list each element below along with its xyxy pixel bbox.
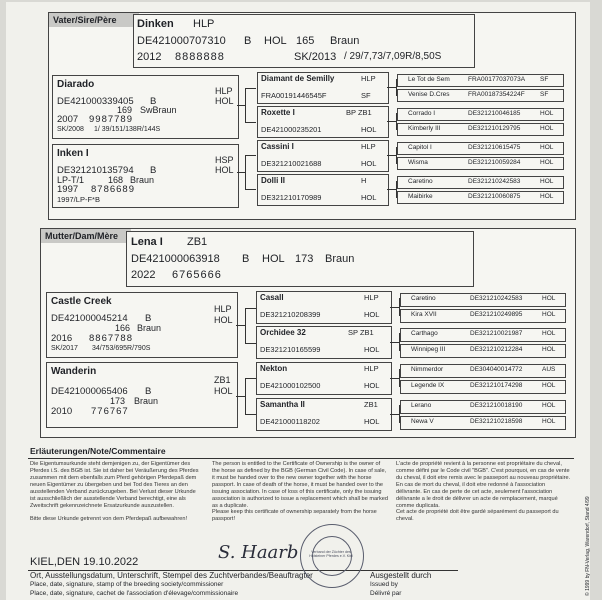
dam-fmm-sb: HOL	[542, 346, 556, 353]
dam-mother-id: 776767	[91, 406, 129, 417]
dam-ffm-sb: HOL	[542, 311, 556, 318]
dam-mmm-reg: DE321210218598	[470, 418, 523, 425]
dam-mf-sb: HOL	[364, 381, 380, 390]
dam-horse-reg: DE421000063918	[131, 253, 220, 265]
dam-fm-breed: SP ZB1	[348, 328, 374, 337]
sire-fmm-sb: HOL	[540, 125, 554, 132]
dam-father-sex: B	[145, 313, 152, 324]
issued-by-de: Ausgestellt durch	[370, 571, 432, 580]
sire-mfm-reg: DE321210059284	[468, 159, 521, 166]
sire-mother-id: 8786689	[91, 184, 135, 195]
notes-german-keep: Bitte diese Urkunde getrennt von dem Pferdepaß aufbewahren!	[30, 516, 188, 522]
connector	[245, 414, 256, 415]
sire-mff-sb: HOL	[540, 144, 554, 151]
dam-mmm-sb: HOL	[542, 418, 556, 425]
sire-mm-name: Dolli II	[261, 176, 285, 185]
connector	[245, 308, 246, 343]
dam-father-breed1: HLP	[214, 304, 232, 314]
sire-horse-perf: SK/2013	[294, 51, 337, 63]
connector	[390, 414, 399, 415]
sire-horse-height: 165	[296, 35, 315, 47]
dam-fff-reg: DE321210242583	[470, 295, 523, 302]
sire-ffm-sb: SF	[540, 91, 549, 98]
stamp-text: Verband der Züchter des Holsteiner Pferdes e.V. Kiel	[309, 550, 353, 558]
dam-mother-year: 2010	[51, 406, 73, 417]
sire-mm-breed: H	[361, 176, 367, 185]
sire-horse-perf2: / 29/7,73/7,09R/8,50S	[344, 51, 442, 62]
sire-section-title: Vater/Sire/Père	[49, 13, 139, 27]
sire-mmf-name: Caretino	[408, 178, 433, 185]
dam-father-perf: SK/2017	[51, 345, 78, 352]
dam-ffm-reg: DE321210249895	[470, 311, 523, 318]
sire-mother-year: 1997	[57, 184, 79, 195]
sire-mother-breed1: HSP	[215, 155, 234, 165]
sire-mmf-sb: HOL	[540, 178, 554, 185]
sire-fm-breed: BP ZB1	[346, 108, 372, 117]
sire-fm-sb: HOL	[361, 125, 377, 134]
sire-father-breed1: HLP	[215, 86, 233, 96]
sire-father-breed2: HOL	[215, 96, 234, 106]
sire-mf-reg: DE321210021688	[261, 159, 322, 168]
dam-fmf-sb: HOL	[542, 330, 556, 337]
dam-horse-year: 2022	[131, 269, 156, 281]
side-print: © 1999 by FN-Verlag, Warendorf, Stand 4/99	[585, 496, 591, 596]
sire-fmf-sb: HOL	[540, 110, 554, 117]
connector	[237, 172, 245, 173]
dam-fmf-reg: DE321210021987	[470, 330, 523, 337]
sire-father-height: 169	[117, 105, 133, 115]
notes-english: The person is entitled to the Certificate of Ownership is the owner of the horse as defined by the BGB (German Civil Code). In case of sale, it must be handed over to the new owner together with the horse passport. In case of death of the horse, it must be handed over to the issuing association. In case of loss of this certificate, only the issuing association is authorized to issue a replacement which shall be marked as a duplicate.	[212, 461, 388, 509]
sire-mother-height: 168	[108, 175, 124, 185]
sire-father-color: SwBraun	[140, 105, 177, 115]
connector	[245, 88, 256, 89]
sire-father-reg: DE421000339405	[57, 96, 134, 107]
dam-mfm-sb: HOL	[542, 382, 556, 389]
connector	[387, 121, 396, 122]
sire-father-perf: SK/2008	[57, 126, 84, 133]
connector	[245, 189, 256, 190]
sire-fmm-name: Kimberly III	[408, 125, 441, 132]
dam-ff-breed: HLP	[364, 293, 379, 302]
dam-father-id: 8867788	[89, 333, 133, 344]
sire-mother-color: Braun	[130, 175, 155, 185]
dam-father-reg: DE421000045214	[51, 313, 128, 324]
sire-horse-studbook: HOL	[264, 35, 287, 47]
connector	[236, 396, 245, 397]
dam-horse-sex: B	[242, 253, 250, 265]
connector	[390, 342, 399, 343]
issued-by-fr: Délivré par	[370, 590, 402, 597]
sire-ffm-name: Venise D.Cres	[408, 91, 450, 98]
dam-father-year: 2016	[51, 333, 73, 344]
dam-fm-reg: DE321210165599	[260, 345, 321, 354]
sire-mother-lp: LP-T/1	[57, 175, 85, 185]
sire-father-id: 9987789	[89, 114, 133, 125]
sire-horse-name: Dinken	[137, 18, 174, 30]
sire-fmf-name: Corrado I	[408, 110, 436, 117]
sire-horse-reg: DE421000707310	[137, 35, 226, 47]
dam-ffm-name: Kira XVII	[411, 311, 437, 318]
dam-mother-breed2: HOL	[214, 386, 233, 396]
connector	[245, 88, 246, 122]
dam-mfm-reg: DE321210174298	[470, 382, 523, 389]
dam-mother-name: Wanderin	[51, 366, 97, 377]
dam-horse-height: 173	[295, 253, 314, 265]
sire-father-name: Diarado	[57, 79, 95, 90]
notes-french: L'acte de propriété revient à la personne est propriétaire du cheval, comme défini par le Code civil "BGB". C'est pourquoi, en cas de vente du cheval, il doit etre remis avec le passeport au nouveau propriétaire. En cas de mort du cheval, il doit etre redonné à l'association délivrante. En cas de perte de cet acte, seulement l'association délivrante a le droit de délivrer un acte de remplacement, marqué comme duplicata.	[396, 461, 571, 509]
sire-fm-reg: DE421000235201	[261, 125, 322, 134]
dam-mother-color: Braun	[134, 396, 159, 406]
dam-horse-id: 6765666	[172, 269, 222, 281]
sire-mother-perf: 1997/LP-F*B	[57, 195, 100, 204]
dam-mf-breed: HLP	[364, 364, 379, 373]
notes-english-keep: Please keep this certificate of ownership separately from the horse passport!	[212, 509, 377, 522]
footer-line-fr: Place, date, signature, cachet de l'association d'élevage/commissionaire	[30, 590, 239, 597]
dam-mmf-reg: DE321210018190	[470, 402, 523, 409]
sire-mf-name: Cassini I	[261, 142, 294, 151]
dam-mf-reg: DE421000102500	[260, 381, 321, 390]
dam-mm-sb: HOL	[364, 417, 380, 426]
notes-divider	[28, 458, 574, 459]
sire-mff-name: Capitol I	[408, 144, 432, 151]
dam-horse-breed: ZB1	[187, 236, 208, 248]
sire-mother-reg: DE321210135794	[57, 165, 134, 176]
connector	[390, 378, 399, 379]
dam-mf-name: Nekton	[260, 364, 288, 373]
dam-mm-name: Samantha II	[260, 400, 305, 409]
sire-ff-sb: SF	[361, 91, 371, 100]
dam-mff-reg: DE304040014772	[470, 366, 523, 373]
sire-mother-sex: B	[150, 165, 157, 176]
sire-mmm-name: Maibirke	[408, 193, 433, 200]
dam-mff-name: Nimmerdor	[411, 366, 444, 373]
connector	[245, 122, 256, 123]
sire-fff-name: Le Tot de Sem	[408, 76, 450, 83]
sire-father-sex: B	[150, 96, 157, 107]
issue-place-date: KIEL,DEN 19.10.2022	[30, 556, 139, 568]
dam-horse-color: Braun	[325, 253, 355, 265]
sire-ffm-reg: FRA00187354224F	[468, 91, 525, 98]
notes-german: Die Eigentumsurkunde steht demjenigen zu, der Eigentümer des Pferdes i.S. des BGB ist. Sie ist daher bei Veräußerung des Pferdes zusammen mit dem ebenfalls zum Pferd gehörigen Pferdepaß dem neuen Eigentümer zu übergeben und bei Tod des Tieres an den ausstellenden Verband zurückzugeben. Bei Verlust dieser Urkunde ist ausschließlich der ausstellende Verband berechtigt, eine als Zweitschrift gekennzeichnete Ersatzurkunde auszustellen.	[30, 461, 199, 509]
dam-fmm-name: Winnipeg III	[411, 346, 446, 353]
sire-mff-reg: DE321210615475	[468, 144, 521, 151]
dam-father-name: Castle Creek	[51, 296, 112, 307]
dam-mmm-name: Newa V	[411, 418, 434, 425]
dam-ff-reg: DE321210208399	[260, 310, 321, 319]
sire-mother-name: Inken I	[57, 148, 89, 159]
dam-fm-sb: HOL	[364, 345, 380, 354]
dam-horse-studbook: HOL	[262, 253, 285, 265]
sire-horse-color: Braun	[330, 35, 360, 47]
dam-mm-breed: ZB1	[364, 400, 378, 409]
sire-fmf-reg: DE321210046185	[468, 110, 521, 117]
notes-french-keep: Cet acte de propriété doit être gardé séparément du passeport du cheval.	[396, 509, 559, 522]
connector	[387, 87, 396, 88]
issued-by-en: Issued by	[370, 581, 398, 588]
sire-ff-reg: FRA00191446545F	[261, 91, 327, 100]
sire-father-year: 2007	[57, 114, 79, 125]
dam-mother-breed1: ZB1	[214, 375, 231, 385]
dam-section-title: Mutter/Dam/Mère	[41, 229, 131, 243]
dam-fmm-reg: DE321210212284	[470, 346, 523, 353]
dam-horse-name: Lena I	[131, 236, 163, 248]
sire-mother-breed2: HOL	[215, 165, 234, 175]
connector	[237, 105, 245, 106]
connector	[245, 155, 246, 189]
dam-father-breed2: HOL	[214, 315, 233, 325]
sire-mm-sb: HOL	[361, 193, 377, 202]
connector	[245, 378, 246, 414]
sire-father-perf2: 1/ 39/151/138R/144S	[94, 126, 161, 133]
dam-mff-sb: AUS	[542, 366, 556, 373]
sire-fmm-reg: DE321210129795	[468, 125, 521, 132]
sire-ff-breed: HLP	[361, 74, 376, 83]
dam-mother-sex: B	[145, 386, 152, 397]
dam-mfm-name: Legende IX	[411, 382, 445, 389]
connector	[236, 325, 245, 326]
sire-mf-breed: HLP	[361, 142, 376, 151]
sire-mmf-reg: DE321210242583	[468, 178, 521, 185]
sire-fff-sb: SF	[540, 76, 549, 83]
sire-fff-reg: FRA00177037073A	[468, 76, 526, 83]
signature: S. Haarb	[218, 542, 299, 563]
sire-mfm-name: Wisma	[408, 159, 428, 166]
sire-ff-name: Diamant de Semilly	[261, 74, 335, 83]
connector	[390, 307, 399, 308]
dam-fff-name: Caretino	[411, 295, 436, 302]
sire-fm-name: Roxette I	[261, 108, 295, 117]
connector	[245, 343, 256, 344]
connector	[245, 378, 256, 379]
dam-fff-sb: HOL	[542, 295, 556, 302]
connector	[387, 155, 396, 156]
dam-father-height: 166	[115, 323, 131, 333]
sire-mfm-sb: HOL	[540, 159, 554, 166]
sire-horse-breed: HLP	[193, 18, 215, 30]
dam-mother-reg: DE421000065406	[51, 386, 128, 397]
dam-father-perf2: 34/753/695R/790S	[92, 345, 151, 352]
dam-mm-reg: DE421000118202	[260, 417, 320, 426]
sire-mmm-reg: DE321210060875	[468, 193, 521, 200]
dam-mmf-name: Lerano	[411, 402, 432, 409]
connector	[387, 189, 396, 190]
connector	[245, 308, 256, 309]
sire-mm-reg: DE321210170989	[261, 193, 322, 202]
sire-mf-sb: HOL	[361, 159, 377, 168]
footer-line-en: Place, date, signature, stamp of the breeding society/commissioner	[30, 581, 224, 588]
dam-fmf-name: Carthago	[411, 330, 438, 337]
sire-horse-id: 8888888	[175, 51, 225, 63]
sire-mmm-sb: HOL	[540, 193, 554, 200]
dam-ff-name: Casall	[260, 293, 284, 302]
notes-title: Erläuterungen/Note/Commentaire	[30, 446, 166, 456]
sire-horse-sex: B	[244, 35, 252, 47]
dam-mmf-sb: HOL	[542, 402, 556, 409]
footer-line-de: Ort, Ausstellungsdatum, Unterschrift, Stempel des Zuchtverbandes/Beauftragter	[30, 571, 313, 580]
dam-fm-name: Orchidee 32	[260, 328, 306, 337]
dam-mother-height: 173	[110, 396, 126, 406]
sire-horse-year: 2012	[137, 51, 162, 63]
connector	[245, 155, 256, 156]
dam-father-color: Braun	[137, 323, 162, 333]
dam-ff-sb: HOL	[364, 310, 380, 319]
